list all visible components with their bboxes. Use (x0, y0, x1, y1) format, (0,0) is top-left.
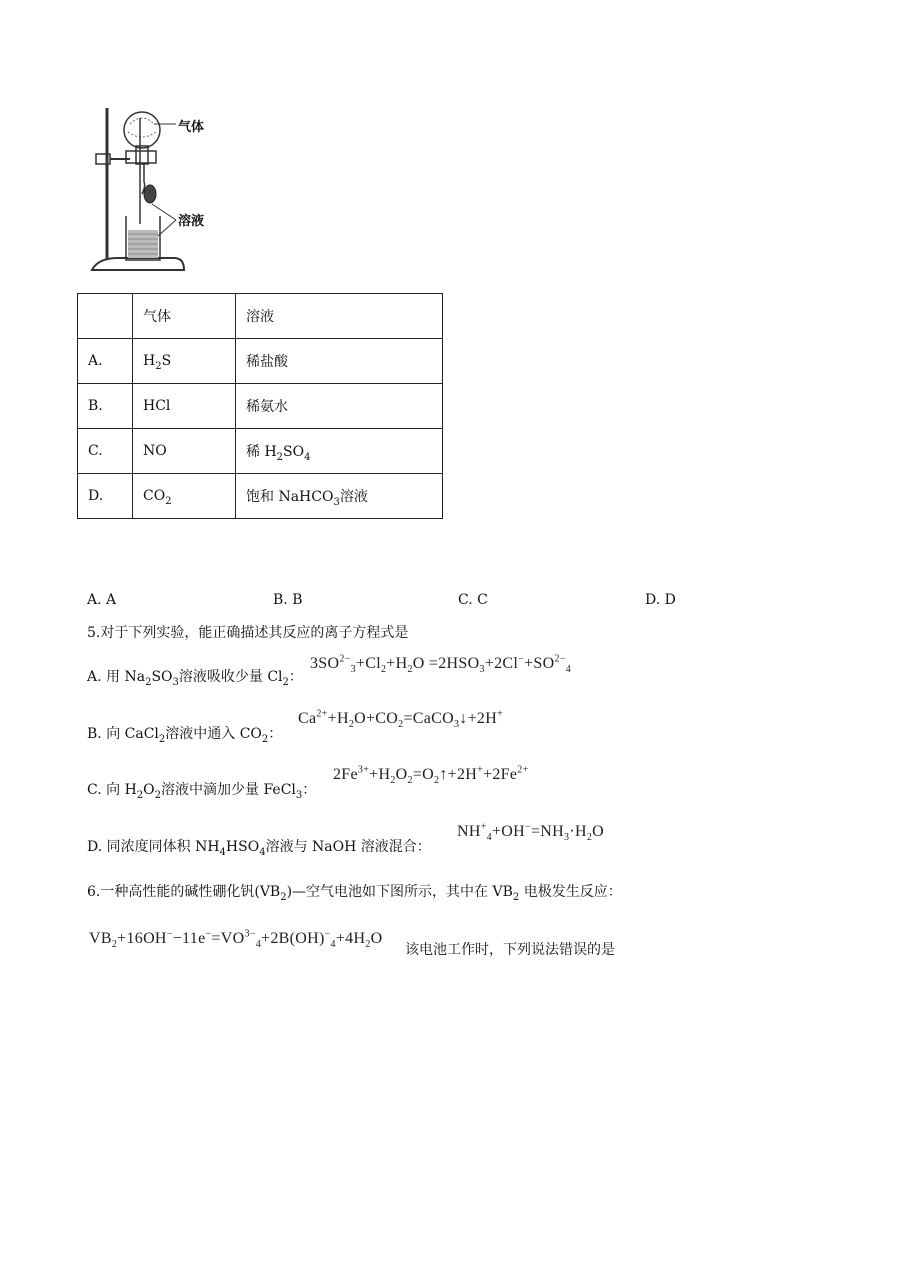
q4-choice-b[interactable]: B. B (273, 592, 303, 608)
q5-option-b[interactable]: B. 向 CaCl$_2$溶液中通入 $CO_2$： (87, 726, 283, 745)
option-cell: B. (78, 384, 133, 429)
table-row (78, 384, 443, 429)
table-header-row (78, 294, 443, 339)
solution-cell: 稀盐酸 (236, 339, 443, 384)
header-cell-solution: 溶液 (236, 294, 443, 339)
option-cell: A. (78, 339, 133, 384)
table-row (78, 429, 443, 474)
q5-option-a[interactable]: A. 用 $Na_2SO_3$溶液吸收少量 $Cl_2$： (87, 669, 303, 688)
solution-cell: 稀 $H_2SO_4$ (236, 429, 443, 474)
header-cell-gas: 气体 (133, 294, 236, 339)
q5-equation-a: $3SO^{2-}_3+Cl_2+H_2O =2HSO_3+2Cl^-+SO^{2-}_4$ (310, 653, 572, 676)
q6-stem: 6.一种高性能的碱性硼化钒$(VB_2)—$空气电池如下图所示，其中在 $VB_2$ 电极发生反应： (87, 884, 622, 903)
option-cell: C. (78, 429, 133, 474)
q5-equation-d: $NH^+_4+OH^-=NH_3\cdot H_2O$ (457, 821, 604, 844)
q5-stem: 5.对于下列实验，能正确描述其反应的离子方程式是 (87, 625, 409, 641)
q6-tail: 该电池工作时，下列说法错误的是 (405, 942, 615, 958)
table-row (78, 339, 443, 384)
q5-equation-b: $Ca^{2+}+H_2O+CO_2=CaCO_3↓+2H^+$ (298, 708, 504, 731)
option-cell: D. (78, 474, 133, 519)
gas-cell: HCl (133, 384, 236, 429)
q4-choice-d[interactable]: D. D (645, 592, 676, 608)
q4-choice-a[interactable]: A. A (87, 592, 117, 608)
solution-cell: 稀氨水 (236, 384, 443, 429)
solution-cell: 饱和 NaHCO$_3$溶液 (236, 474, 443, 519)
solution-label: 溶液 (178, 214, 205, 229)
q5-option-c[interactable]: C. 向 $H_2O_2$溶液中滴加少量 FeCl$_3$： (87, 782, 317, 801)
q5-equation-c: $2Fe^{3+}+H_2O_2=O_2↑+2H^++2Fe^{2+}$ (333, 764, 529, 787)
q5-option-d[interactable]: D. 同浓度同体积 $NH_4HSO_4$溶液与 NaOH 溶液混合： (87, 839, 431, 858)
options-table (77, 293, 443, 519)
q4-choice-c[interactable]: C. C (458, 592, 488, 608)
gas-cell: $H_2S$ (133, 339, 236, 384)
apparatus-figure (88, 104, 228, 276)
header-cell (78, 294, 133, 339)
gas-label: 气体 (178, 120, 205, 135)
gas-cell: $CO_2$ (133, 474, 236, 519)
gas-cell: NO (133, 429, 236, 474)
q6-equation: $VB_2+16OH^--11e^-=VO^{3-}_4+2B(OH)^-_4+4H_2O$ (89, 928, 383, 951)
table-row (78, 474, 443, 519)
